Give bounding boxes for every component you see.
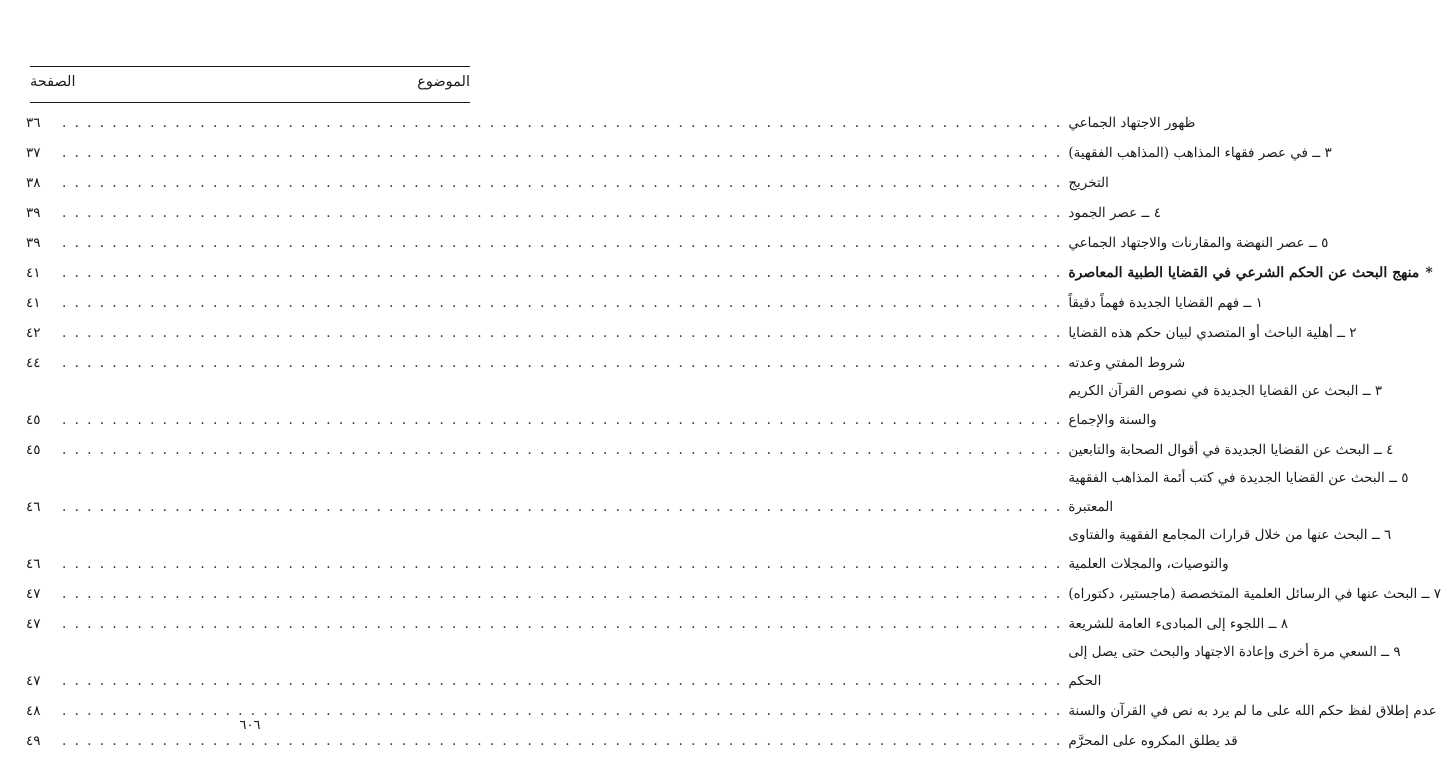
toc-leader-dots: . . . . . . . . . . . . . . . . . . . . . . . . . . . . . . . . . . . . . . . . . . . . . . . . . . . . . . . . . . . . . . . . . . . . . . . . . . . . . . . . [62, 616, 1063, 632]
toc-leader-dots: . . . . . . . . . . . . . . . . . . . . . . . . . . . . . . . . . . . . . . . . . . . . . . . . . . . . . . . . . . . . . . . . . . . . . . . . . . . . . . . . [62, 586, 1063, 602]
toc-entry-title: ٣ ــ البحث عن القضايا الجديدة في نصوص القرآن الكريم [1068, 383, 1383, 399]
page-column-header: الصفحة [30, 74, 76, 90]
toc-leader-dots: . . . . . . . . . . . . . . . . . . . . . . . . . . . . . . . . . . . . . . . . . . . . . . . . . . . . . . . . . . . . . . . . . . . . . . . . . . . . . . . . [62, 556, 1063, 572]
section-marker: * [1425, 265, 1433, 281]
toc-entry-page: ٤٧ [26, 616, 41, 632]
toc-leader-dots: . . . . . . . . . . . . . . . . . . . . . . . . . . . . . . . . . . . . . . . . . . . . . . . . . . . . . . . . . . . . . . . . . . . . . . . . . . . . . . . . [62, 499, 1063, 515]
toc-entry-page: ٤٤ [26, 355, 41, 371]
toc-entry-page: ٤٦ [26, 499, 41, 515]
toc-entry [26, 288, 1263, 318]
toc-leader-dots: . . . . . . . . . . . . . . . . . . . . . . . . . . . . . . . . . . . . . . . . . . . . . . . . . . . . . . . . . . . . . . . . . . . . . . . . . . . . . . . . [62, 205, 1063, 221]
toc-entry [26, 549, 1229, 579]
toc-leader-dots: . . . . . . . . . . . . . . . . . . . . . . . . . . . . . . . . . . . . . . . . . . . . . . . . . . . . . . . . . . . . . . . . . . . . . . . . . . . . . . . . [62, 733, 1063, 749]
toc-entry-title: ٥ ــ البحث عن القضايا الجديدة في كتب أئمة المذاهب الفقهية [1068, 470, 1409, 486]
toc-leader-dots: . . . . . . . . . . . . . . . . . . . . . . . . . . . . . . . . . . . . . . . . . . . . . . . . . . . . . . . . . . . . . . . . . . . . . . . . . . . . . . . . [62, 295, 1063, 311]
page-number: ٦٠٦ [239, 718, 261, 733]
toc-entry [26, 108, 1196, 138]
toc-entry [26, 522, 1392, 549]
toc-entry-title: منهج البحث عن الحكم الشرعي في القضايا الطبية المعاصرة [1068, 265, 1420, 281]
toc-entry-title: الحكم [1068, 673, 1102, 689]
toc-entry-title: ٢ ــ أهلية الباحث أو المتصدي لبيان حكم هذه القضايا [1068, 325, 1357, 341]
toc-entry-title: ٣ ــ في عصر فقهاء المذاهب (المذاهب الفقهية) [1068, 145, 1332, 161]
toc-entry-title: والتوصيات، والمجلات العلمية [1068, 556, 1229, 572]
toc-entry-page: ٤٨ [26, 703, 41, 719]
toc-leader-dots: . . . . . . . . . . . . . . . . . . . . . . . . . . . . . . . . . . . . . . . . . . . . . . . . . . . . . . . . . . . . . . . . . . . . . . . . . . . . . . . . [62, 325, 1063, 341]
toc-entry-title: المعتبرة [1068, 499, 1114, 515]
toc-entry-title: قد يطلق المكروه على المحرَّم [1068, 733, 1238, 749]
toc-entry [26, 318, 1357, 348]
toc-entry [26, 579, 1441, 609]
toc-leader-dots: . . . . . . . . . . . . . . . . . . . . . . . . . . . . . . . . . . . . . . . . . . . . . . . . . . . . . . . . . . . . . . . . . . . . . . . . . . . . . . . . [62, 442, 1063, 458]
toc-entry-page: ٤٦ [26, 556, 41, 572]
toc-entry-page: ٤٥ [26, 442, 41, 458]
toc-entry-page: ٤٢ [26, 325, 41, 341]
toc-entry [26, 378, 1383, 405]
toc-list [26, 108, 1441, 756]
toc-entry [26, 198, 1161, 228]
toc-entry-page: ٣٨ [26, 175, 41, 191]
toc-entry-title: ٦ ــ البحث عنها من خلال قرارات المجامع الفقهية والفتاوى [1068, 527, 1392, 543]
toc-entry [26, 639, 1401, 666]
toc-entry [26, 492, 1114, 522]
toc-entry [26, 609, 1289, 639]
toc-leader-dots: . . . . . . . . . . . . . . . . . . . . . . . . . . . . . . . . . . . . . . . . . . . . . . . . . . . . . . . . . . . . . . . . . . . . . . . . . . . . . . . . [62, 412, 1063, 428]
toc-entry [26, 138, 1332, 168]
toc-entry-title: ٨ ــ اللجوء إلى المبادىء العامة للشريعة [1068, 616, 1289, 632]
toc-entry-title: ٩ ــ السعي مرة أخرى وإعادة الاجتهاد والبحث حتى يصل إلى [1068, 644, 1401, 660]
toc-entry [26, 228, 1329, 258]
toc-entry [26, 435, 1394, 465]
topic-column-header: الموضوع [417, 74, 470, 90]
toc-entry-page: ٣٦ [26, 115, 41, 131]
toc-entry [26, 666, 1102, 696]
toc-leader-dots: . . . . . . . . . . . . . . . . . . . . . . . . . . . . . . . . . . . . . . . . . . . . . . . . . . . . . . . . . . . . . . . . . . . . . . . . . . . . . . . . [62, 703, 1063, 719]
toc-entry-title: ٧ ــ البحث عنها في الرسائل العلمية المتخصصة (ماجستير، دكتوراه) [1068, 586, 1441, 602]
toc-entry-title: ظهور الاجتهاد الجماعي [1068, 115, 1196, 131]
toc-entry-page: ٤٧ [26, 586, 41, 602]
toc-entry-page: ٣٩ [26, 205, 41, 221]
toc-entry [26, 465, 1409, 492]
toc-entry [26, 258, 1433, 288]
toc-entry [26, 348, 1186, 378]
toc-entry-title: ٤ ــ عصر الجمود [1068, 205, 1161, 221]
toc-leader-dots: . . . . . . . . . . . . . . . . . . . . . . . . . . . . . . . . . . . . . . . . . . . . . . . . . . . . . . . . . . . . . . . . . . . . . . . . . . . . . . . . [62, 673, 1063, 689]
toc-entry-page: ٤١ [26, 295, 41, 311]
toc-entry-title: ٥ ــ عصر النهضة والمقارنات والاجتهاد الجماعي [1068, 235, 1329, 251]
toc-leader-dots: . . . . . . . . . . . . . . . . . . . . . . . . . . . . . . . . . . . . . . . . . . . . . . . . . . . . . . . . . . . . . . . . . . . . . . . . . . . . . . . . [62, 235, 1063, 251]
toc-entry-page: ٤١ [26, 265, 41, 281]
toc-entry-page: ٤٩ [26, 733, 41, 749]
toc-entry-title: والسنة والإجماع [1068, 412, 1157, 428]
toc-leader-dots: . . . . . . . . . . . . . . . . . . . . . . . . . . . . . . . . . . . . . . . . . . . . . . . . . . . . . . . . . . . . . . . . . . . . . . . . . . . . . . . . [62, 115, 1063, 131]
toc-leader-dots: . . . . . . . . . . . . . . . . . . . . . . . . . . . . . . . . . . . . . . . . . . . . . . . . . . . . . . . . . . . . . . . . . . . . . . . . . . . . . . . . [62, 265, 1063, 281]
toc-entry-title: شروط المفتي وعدته [1068, 355, 1186, 371]
toc-entry-page: ٣٧ [26, 145, 41, 161]
toc-entry-title: التخريج [1068, 175, 1109, 191]
toc-entry-title: ١ ــ فهم القضايا الجديدة فهماً دقيقاً [1068, 295, 1263, 311]
toc-entry-page: ٤٧ [26, 673, 41, 689]
toc-entry [26, 168, 1109, 198]
top-rule [30, 66, 470, 67]
header-rule [30, 102, 470, 103]
toc-entry-page: ٤٥ [26, 412, 41, 428]
toc-leader-dots: . . . . . . . . . . . . . . . . . . . . . . . . . . . . . . . . . . . . . . . . . . . . . . . . . . . . . . . . . . . . . . . . . . . . . . . . . . . . . . . . [62, 145, 1063, 161]
toc-leader-dots: . . . . . . . . . . . . . . . . . . . . . . . . . . . . . . . . . . . . . . . . . . . . . . . . . . . . . . . . . . . . . . . . . . . . . . . . . . . . . . . . [62, 355, 1063, 371]
toc-entry-page: ٣٩ [26, 235, 41, 251]
toc-entry-title: ٤ ــ البحث عن القضايا الجديدة في أقوال الصحابة والتابعين [1068, 442, 1394, 458]
toc-leader-dots: . . . . . . . . . . . . . . . . . . . . . . . . . . . . . . . . . . . . . . . . . . . . . . . . . . . . . . . . . . . . . . . . . . . . . . . . . . . . . . . . [62, 175, 1063, 191]
toc-entry [26, 405, 1157, 435]
toc-entry-title: عدم إطلاق لفظ حكم الله على ما لم يرد به نص في القرآن والسنة [1068, 703, 1437, 719]
